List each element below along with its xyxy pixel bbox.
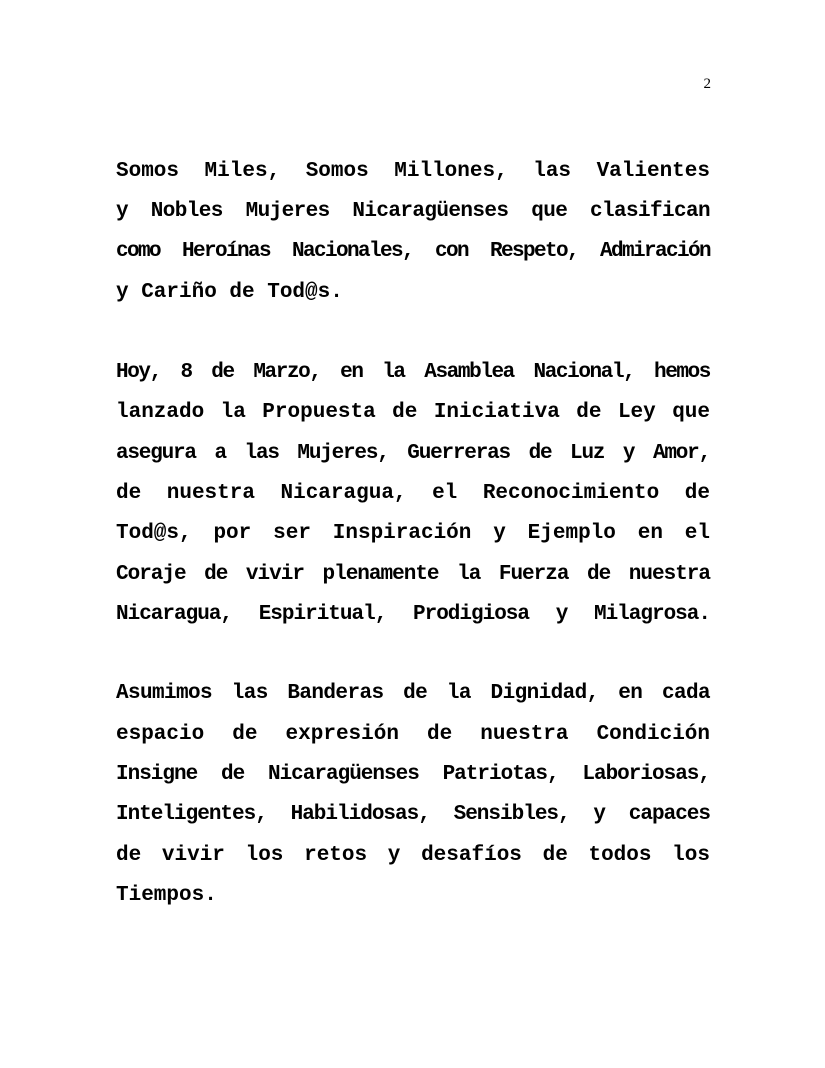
paragraph-2-line-2: lanzado la Propuesta de Iniciativa de Ley que bbox=[116, 401, 710, 424]
paragraph-3-line-4: Inteligentes, Habilidosas, Sensibles, y capaces bbox=[116, 803, 710, 826]
paragraph-2-line-6: Coraje de vivir plenamente la Fuerza de nuestra bbox=[116, 563, 710, 586]
paragraph-2-line-5: Tod@s, por ser Inspiración y Ejemplo en el bbox=[116, 522, 710, 545]
paragraph-3-line-3: Insigne de Nicaragüenses Patriotas, Laboriosas, bbox=[116, 763, 710, 786]
paragraph-2-line-1: Hoy, 8 de Marzo, en la Asamblea Nacional, hemos bbox=[116, 361, 710, 384]
paragraph-3-line-2: espacio de expresión de nuestra Condición bbox=[116, 723, 710, 746]
page-number: 2 bbox=[703, 76, 711, 92]
paragraph-3-line-1: Asumimos las Banderas de la Dignidad, en cada bbox=[116, 682, 710, 705]
paragraph-2-line-4: de nuestra Nicaragua, el Reconocimiento de bbox=[116, 482, 710, 505]
paragraph-1-line-2: y Nobles Mujeres Nicaragüenses que clasifican bbox=[116, 200, 710, 223]
paragraph-3-line-5: de vivir los retos y desafíos de todos los bbox=[116, 844, 710, 867]
paragraph-1-line-1: Somos Miles, Somos Millones, las Valientes bbox=[116, 160, 710, 183]
paragraph-3-line-6: Tiempos. bbox=[116, 884, 217, 907]
paragraph-2-line-3: asegura a las Mujeres, Guerreras de Luz y Amor, bbox=[116, 442, 710, 465]
paragraph-2-line-7: Nicaragua, Espiritual, Prodigiosa y Milagrosa. bbox=[116, 603, 710, 626]
paragraph-1-line-4: y Cariño de Tod@s. bbox=[116, 281, 343, 304]
paragraph-1-line-3: como Heroínas Nacionales, con Respeto, Admiración bbox=[116, 240, 710, 263]
